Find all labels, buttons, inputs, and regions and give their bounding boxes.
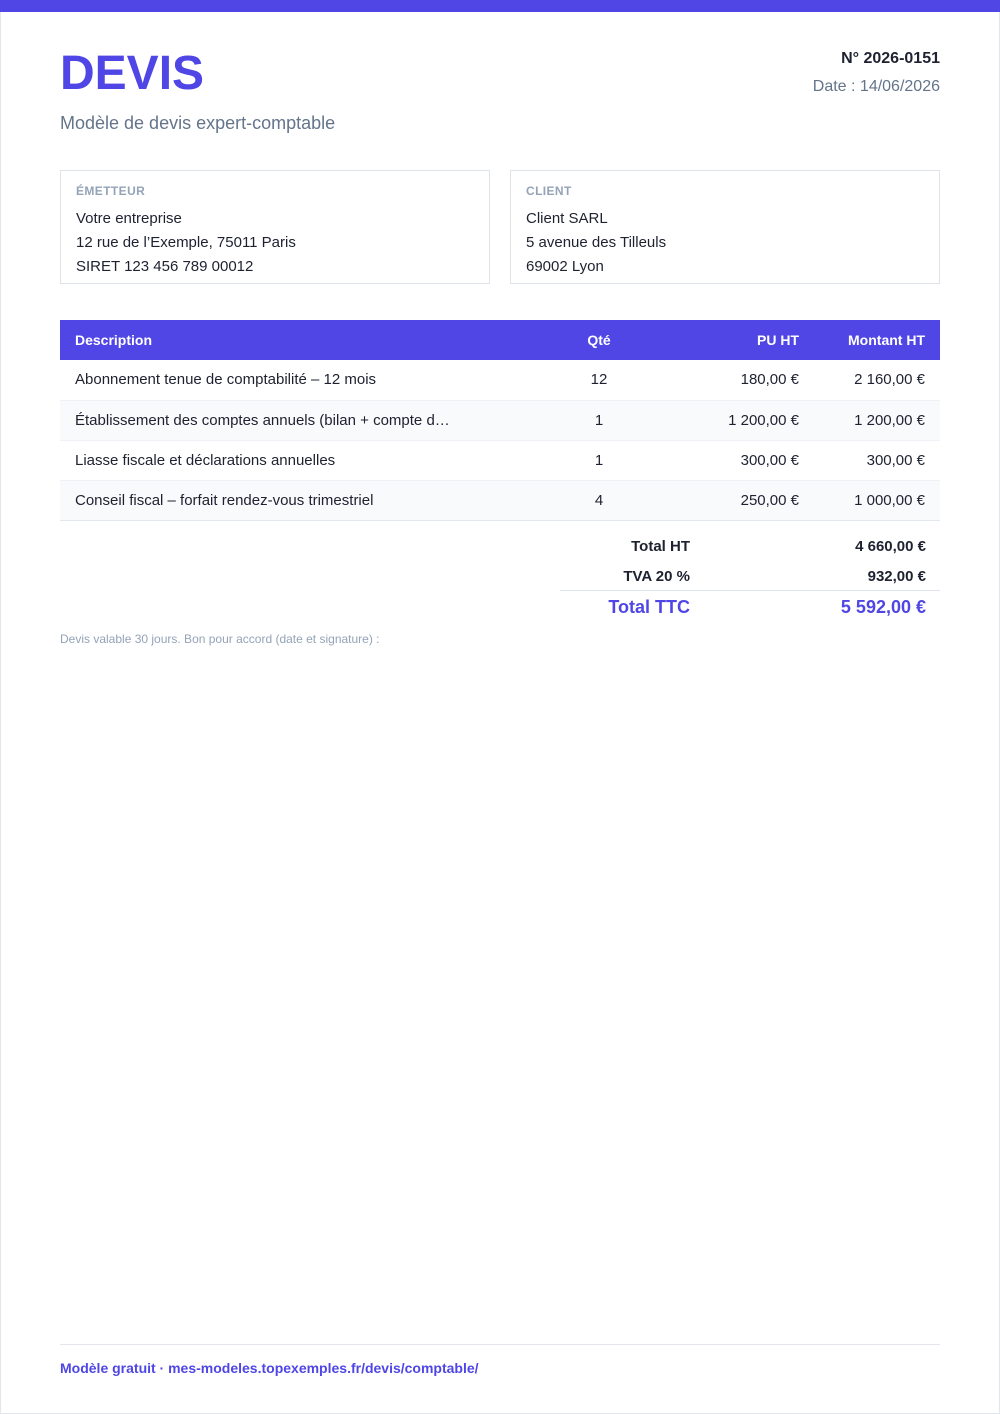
- total-ttc-label: Total TTC: [608, 597, 690, 617]
- column-header-unit-price: PU HT: [678, 320, 814, 360]
- emitter-address: 12 rue de l’Exemple, 75011 Paris: [76, 234, 296, 251]
- cell-unit-price: 1 200,00 €: [678, 400, 814, 440]
- client-city: 69002 Lyon: [526, 258, 604, 275]
- table-row: [60, 440, 940, 480]
- cell-amount: 1 200,00 €: [814, 400, 940, 440]
- emitter-box: [60, 170, 490, 284]
- emitter-company: Votre entreprise: [76, 210, 182, 227]
- tva-row: [560, 560, 940, 590]
- totals-block: [560, 530, 940, 623]
- table-header-row: [60, 320, 940, 360]
- document-title: DEVIS: [60, 47, 205, 100]
- column-header-description: Description: [60, 320, 520, 360]
- footer-divider: [60, 1344, 940, 1345]
- footer-credit: Modèle gratuit · mes-modeles.topexemples.fr/devis/comptable/: [60, 1360, 479, 1376]
- column-header-amount: Montant HT: [814, 320, 940, 360]
- quote-date: Date : 14/06/2026: [812, 78, 940, 95]
- quote-number: N° 2026-0151: [841, 50, 940, 67]
- accent-bar: [0, 0, 1000, 12]
- cell-unit-price: 180,00 €: [740, 371, 799, 389]
- total-ht-row: [560, 530, 940, 560]
- total-ht-label: Total HT: [631, 538, 690, 555]
- cell-quantity: 1: [520, 400, 678, 440]
- table-row: [60, 480, 940, 520]
- cell-description: Abonnement tenue de comptabilité – 12 mois: [75, 371, 377, 389]
- emitter-siret: SIRET 123 456 789 00012: [76, 258, 254, 275]
- cell-description: Établissement des comptes annuels (bilan + compte d…: [60, 400, 520, 440]
- table-row: [60, 360, 940, 400]
- cell-unit-price: 250,00 €: [678, 480, 814, 520]
- tva-value: 932,00 €: [867, 568, 926, 585]
- client-box: [510, 170, 940, 284]
- cell-description: Conseil fiscal – forfait rendez-vous trimestriel: [60, 480, 520, 520]
- cell-unit-price: 300,00 €: [740, 451, 799, 469]
- cell-quantity: 4: [520, 480, 678, 520]
- column-header-quantity: Qté: [520, 320, 678, 360]
- table-row: [60, 400, 940, 440]
- document-subtitle: Modèle de devis expert-comptable: [60, 113, 336, 133]
- client-street: 5 avenue des Tilleuls: [526, 234, 667, 251]
- cell-quantity: 12: [590, 371, 608, 389]
- cell-description: Liasse fiscale et déclarations annuelles: [75, 451, 336, 469]
- cell-quantity: 1: [594, 451, 604, 469]
- emitter-heading: ÉMETTEUR: [76, 184, 146, 198]
- cell-amount: 2 160,00 €: [854, 371, 925, 389]
- cell-amount: 300,00 €: [866, 451, 925, 469]
- total-ttc-value: 5 592,00 €: [840, 597, 926, 617]
- total-ttc-row: [560, 590, 940, 623]
- client-heading: CLIENT: [526, 184, 572, 198]
- cell-amount: 1 000,00 €: [814, 480, 940, 520]
- client-company: Client SARL: [526, 210, 608, 227]
- total-ht-value: 4 660,00 €: [855, 538, 926, 555]
- tva-label: TVA 20 %: [623, 568, 690, 585]
- validity-note: Devis valable 30 jours. Bon pour accord (date et signature) :: [60, 632, 380, 646]
- line-items-table: [60, 320, 940, 521]
